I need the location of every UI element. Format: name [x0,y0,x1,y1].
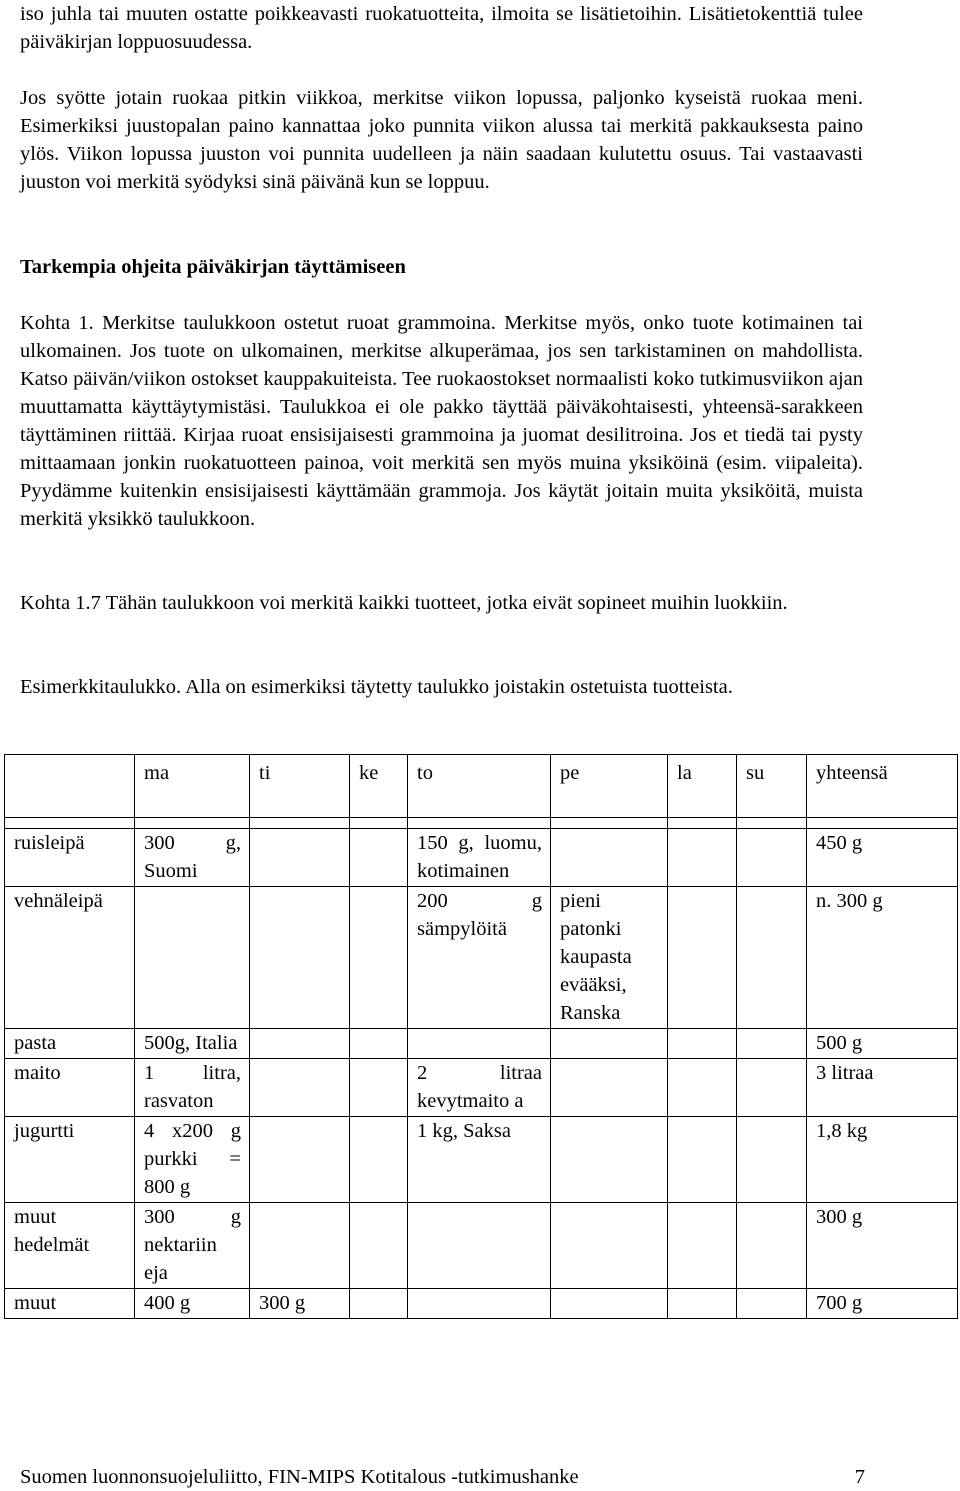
paragraph-intro-continued: iso juhla tai muuten ostatte poikkeavasti ruokatuotteita, ilmoita se lisätietoihin. Lisätietokenttiä tulee päiväkirjan loppuosuudessa. [20,3,863,53]
table-cell-total: 3 litraa [807,1059,958,1117]
table-cell [737,1289,807,1319]
table-cell [737,829,807,887]
spacer-cell [737,818,807,829]
table-cell [350,1203,408,1289]
table-cell [551,1029,668,1059]
table-cell [250,829,350,887]
footer-text: Suomen luonnonsuojeluliitto, FIN-MIPS Kotitalous -tutkimushanke [20,1466,579,1488]
table-cell-total: 300 g [807,1203,958,1289]
table-cell: 1 kg, Saksa [408,1117,551,1203]
table-cell: 4 x200 g purkki = 800 g [135,1117,250,1203]
table-cell [737,1117,807,1203]
header-cell: su [737,755,807,818]
spacer-cell [668,818,737,829]
table-row [5,1029,958,1059]
table-cell [350,1117,408,1203]
table-cell: 500g, Italia [135,1029,250,1059]
table-cell: 1 litra, rasvaton [135,1059,250,1117]
table-cell [551,1203,668,1289]
table-cell: 300 g nektariin eja [135,1203,250,1289]
table-cell: 300 g, Suomi [135,829,250,887]
header-cell: pe [551,755,668,818]
table-cell [668,829,737,887]
table-cell-total: 700 g [807,1289,958,1319]
table-cell [350,1289,408,1319]
table-row [5,1059,958,1117]
table-cell [551,1117,668,1203]
table-cell [250,1029,350,1059]
table-cell [668,1289,737,1319]
table-cell: ruisleipä [5,829,135,887]
table-cell: 200 g sämpylöitä [408,887,551,1029]
table-cell [250,1203,350,1289]
header-cell: yhteensä [807,755,958,818]
table-cell: pieni patonki kaupasta evääksi, Ranska [551,887,668,1029]
table-cell [350,829,408,887]
spacer-cell [408,818,551,829]
table-cell: muut [5,1289,135,1319]
header-cell: ke [350,755,408,818]
paragraph-example-table-intro: Esimerkkitaulukko. Alla on esimerkiksi täytetty taulukko joistakin ostetuista tuotteista. [20,676,733,698]
table-cell [350,1059,408,1117]
table-cell: maito [5,1059,135,1117]
header-cell: to [408,755,551,818]
header-cell [5,755,135,818]
table-cell [737,887,807,1029]
table-cell [408,1203,551,1289]
table-cell [250,1117,350,1203]
table-cell: muut hedelmät [5,1203,135,1289]
table-cell [551,1289,668,1319]
table-cell [737,1059,807,1117]
table-cell-total: 500 g [807,1029,958,1059]
table-cell [668,1029,737,1059]
page-footer [20,1463,865,1491]
table-cell [350,887,408,1029]
table-spacer-row [5,818,958,829]
table-row [5,1117,958,1203]
table-cell [668,887,737,1029]
table-cell [668,1203,737,1289]
table-cell: vehnäleipä [5,887,135,1029]
table-cell [551,829,668,887]
table-cell [250,1059,350,1117]
table-row [5,829,958,887]
table-cell [350,1029,408,1059]
table-cell [737,1203,807,1289]
table-row [5,1203,958,1289]
table-cell [408,1289,551,1319]
spacer-cell [551,818,668,829]
table-header-row [5,755,958,818]
table-cell-total: 450 g [807,829,958,887]
table-cell [408,1029,551,1059]
header-cell: la [668,755,737,818]
section-heading: Tarkempia ohjeita päiväkirjan täyttämiseen [20,256,406,278]
spacer-cell [350,818,408,829]
header-cell: ma [135,755,250,818]
table-cell: pasta [5,1029,135,1059]
header-cell: ti [250,755,350,818]
table-cell: jugurtti [5,1117,135,1203]
spacer-cell [807,818,958,829]
table-cell [668,1117,737,1203]
table-row [5,887,958,1029]
paragraph-kohta-1-7: Kohta 1.7 Tähän taulukkoon voi merkitä kaikki tuotteet, jotka eivät sopineet muihin luokkiin. [20,592,788,614]
table-cell: 400 g [135,1289,250,1319]
table-cell: 300 g [250,1289,350,1319]
table-cell: 2 litraa kevytmaito a [408,1059,551,1117]
page-number: 7 [854,1466,865,1488]
paragraph-weekly-consumption: Jos syötte jotain ruokaa pitkin viikkoa, merkitse viikon lopussa, paljonko kyseistä ruokaa meni. Esimerkiksi juustopalan paino kannattaa joko punnita viikon alussa tai merkitä pakkauksesta paino ylös. Viikon lopussa juuston voi punnita uudelleen ja näin saadaan kulutettu osuus. Tai vastaavasti juuston voi merkitä syödyksi sinä päivänä kun se loppuu. [20,87,863,193]
table-cell: 150 g, luomu, kotimainen [408,829,551,887]
table-cell [668,1059,737,1117]
table-cell [135,887,250,1029]
spacer-cell [5,818,135,829]
table-cell-total: 1,8 kg [807,1117,958,1203]
table-cell-total: n. 300 g [807,887,958,1029]
table-row [5,1289,958,1319]
table-cell [250,887,350,1029]
table-cell [737,1029,807,1059]
table-cell [551,1059,668,1117]
spacer-cell [135,818,250,829]
spacer-cell [250,818,350,829]
example-food-table [4,754,958,1319]
paragraph-kohta-1: Kohta 1. Merkitse taulukkoon ostetut ruoat grammoina. Merkitse myös, onko tuote kotimainen tai ulkomainen. Jos tuote on ulkomainen, merkitse alkuperämaa, jos sen tarkistaminen on mahdollista. Katso päivän/viikon ostokset kauppakuiteista. Tee ruokaostokset normaalisti koko tutkimusviikon ajan muuttamatta käyttäytymistäsi. Taulukkoa ei ole pakko täyttää päiväkohtaisesti, yhteensä-sarakkeen täyttäminen riittää. Kirjaa ruoat ensisijaisesti grammoina ja juomat desilitroina. Jos et tiedä tai pysty mittaamaan jonkin ruokatuotteen painoa, voit merkitä sen myös muina yksiköinä (esim. viipaleita). Pyydämme kuitenkin ensisijaisesti käyttämään grammoja. Jos käytät joitain muita yksiköitä, muista merkitä yksikkö taulukkoon. [20,312,863,530]
